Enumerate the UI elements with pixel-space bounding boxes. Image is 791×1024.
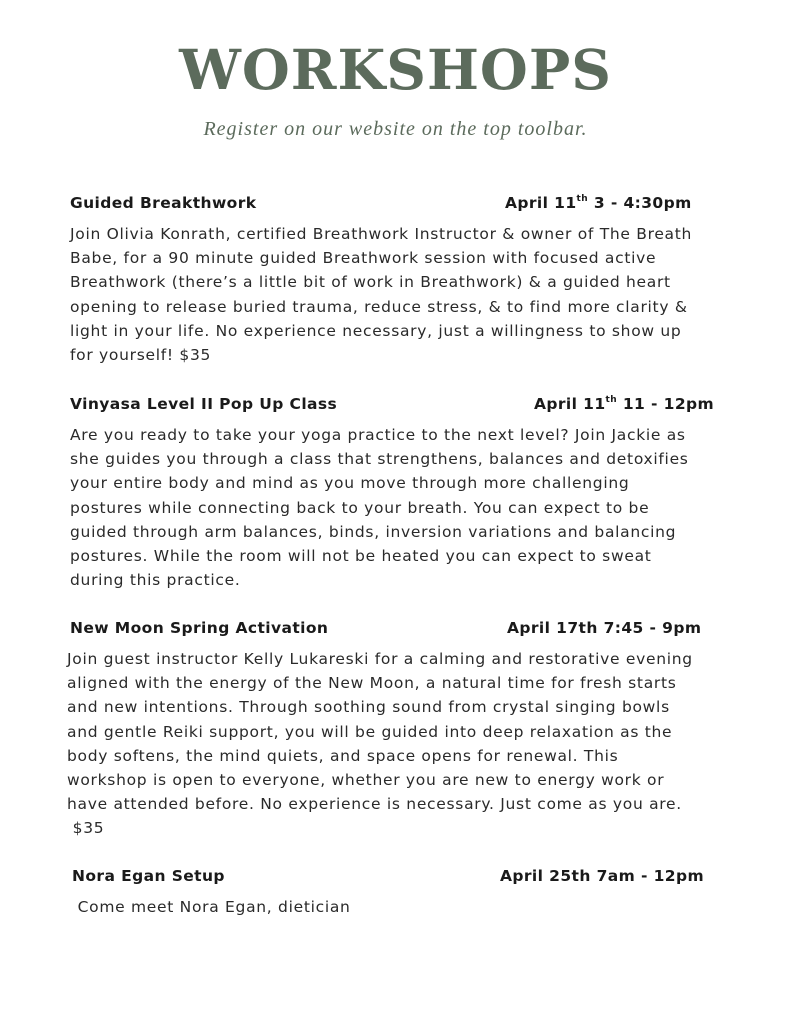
- page-subtitle: Register on our website on the top toolbar.: [203, 118, 588, 140]
- workshop-title: New Moon Spring Activation: [70, 619, 329, 637]
- workshop-date: April 17th 7:45 - 9pm: [507, 619, 702, 637]
- page-title: WORKSHOPS: [179, 37, 612, 102]
- workshop-new-moon-spring-activation: [67, 619, 710, 841]
- workshop-description: Come meet Nora Egan, dietician: [72, 898, 351, 916]
- workshop-date: April 11th 11 - 12pm: [534, 395, 715, 413]
- workshop-date: April 11th 3 - 4:30pm: [505, 194, 692, 212]
- workshop-description: Join guest instructor Kelly Lukareski for a calming and restorative evening aligned with the energy of the New Moon, a natural time for fresh starts and new intentions. Through soothing sound from crystal singing bowls and gentle Reiki support, you will be guided into deep relaxation as the body softens, the mind quiets, and space opens for renewal. This workshop is open to everyone, whether you are new to energy work or have attended before. No experience is necessary. Just come as you are. $35: [67, 650, 693, 838]
- workshop-guided-breathwork: [70, 194, 710, 367]
- workshop-description: Are you ready to take your yoga practice to the next level? Join Jackie as she guides you through a class that strengthens, balances and detoxifies your entire body and mind as you move through more challenging postures while connecting back to your breath. You can expect to be guided through arm balances, binds, inversion variations and balancing postures. While the room will not be heated you can expect to sweat during this practice.: [70, 426, 689, 590]
- workshop-title: Vinyasa Level II Pop Up Class: [70, 395, 338, 413]
- workshop-date: April 25th 7am - 12pm: [500, 867, 705, 885]
- workshop-description: Join Olivia Konrath, certified Breathwork Instructor & owner of The Breath Babe, for a 90 minute guided Breathwork session with focused active Breathwork (there’s a little bit of work in Breathwork) & a guided heart opening to release buried trauma, reduce stress, & to find more clarity & light in your life. No experience necessary, just a willingness to show up for yourself! $35: [70, 225, 693, 365]
- workshop-title: Nora Egan Setup: [72, 867, 225, 885]
- workshop-vinyasa-level-ii: [70, 395, 715, 592]
- workshop-title: Guided Breakthwork: [70, 194, 257, 212]
- workshop-nora-egan-setup: [72, 867, 712, 919]
